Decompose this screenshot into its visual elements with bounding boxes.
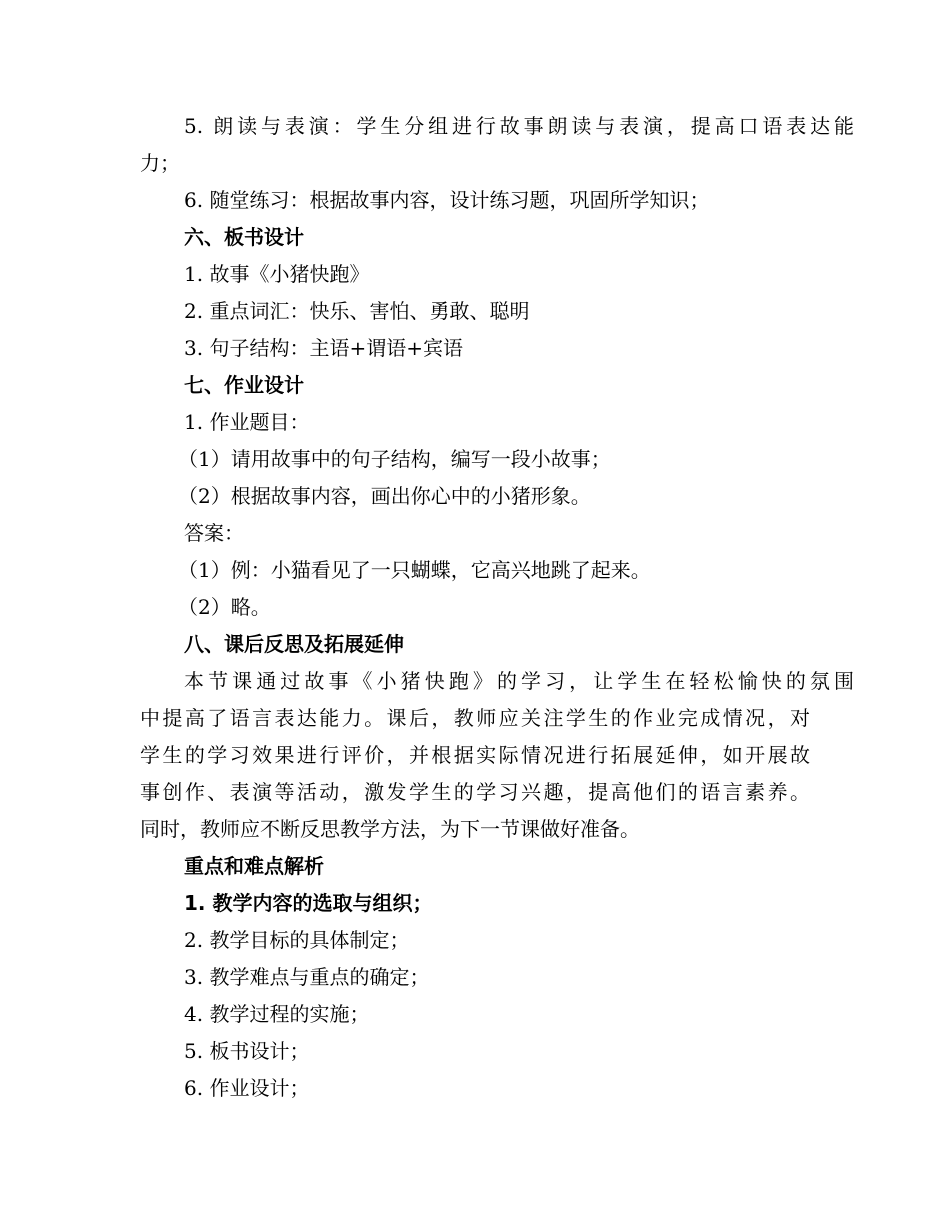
list-item-story-title: 1. 故事《小猪快跑》 (184, 262, 370, 286)
list-item-key-vocabulary: 2. 重点词汇：快乐、害怕、勇敢、聪明 (184, 299, 530, 323)
key-point-3: 3. 教学难点与重点的确定； (184, 965, 430, 989)
paragraph-line-3: 学生的学习效果进行评价，并根据实际情况进行拓展延伸，如开展故 (140, 743, 810, 767)
section-heading-board-design: 六、板书设计 (184, 225, 304, 249)
key-point-1: 1. 教学内容的选取与组织； (184, 891, 433, 915)
homework-question-2: （2）根据故事内容，画出你心中的小猪形象。 (178, 484, 591, 508)
key-point-5: 5. 板书设计； (184, 1039, 310, 1063)
section-heading-homework-design: 七、作业设计 (184, 373, 304, 397)
list-item-homework-questions: 1. 作业题目： (184, 410, 310, 434)
paragraph-line-5: 同时，教师应不断反思教学方法，为下一节课做好准备。 (140, 817, 640, 841)
key-point-4: 4. 教学过程的实施； (184, 1002, 370, 1026)
paragraph-line-1: 本节课通过故事《小猪快跑》的学习，让学生在轻松愉快的氛围 (184, 669, 854, 693)
section-heading-reflection: 八、课后反思及拓展延伸 (184, 632, 404, 656)
answer-1: （1）例：小猫看见了一只蝴蝶，它高兴地跳了起来。 (178, 558, 651, 582)
key-point-2: 2. 教学目标的具体制定； (184, 928, 410, 952)
list-item-sentence-structure: 3. 句子结构：主语+谓语+宾语 (184, 336, 463, 360)
list-item-reading-performance: 5. 朗读与表演：学生分组进行故事朗读与表演，提高口语表达能 (184, 114, 854, 138)
key-point-6: 6. 作业设计； (184, 1076, 310, 1100)
section-heading-key-points: 重点和难点解析 (184, 854, 324, 878)
list-item-reading-performance-continued: 力； (140, 151, 180, 175)
paragraph-line-4: 事创作、表演等活动，激发学生的学习兴趣，提高他们的语言素养。 (140, 780, 810, 804)
answer-label: 答案： (184, 521, 244, 545)
list-item-class-practice: 6. 随堂练习：根据故事内容，设计练习题，巩固所学知识； (184, 188, 710, 212)
answer-2: （2）略。 (178, 595, 271, 619)
paragraph-line-2: 中提高了语言表达能力。课后，教师应关注学生的作业完成情况，对 (140, 706, 810, 730)
homework-question-1: （1）请用故事中的句子结构，编写一段小故事； (178, 447, 611, 471)
